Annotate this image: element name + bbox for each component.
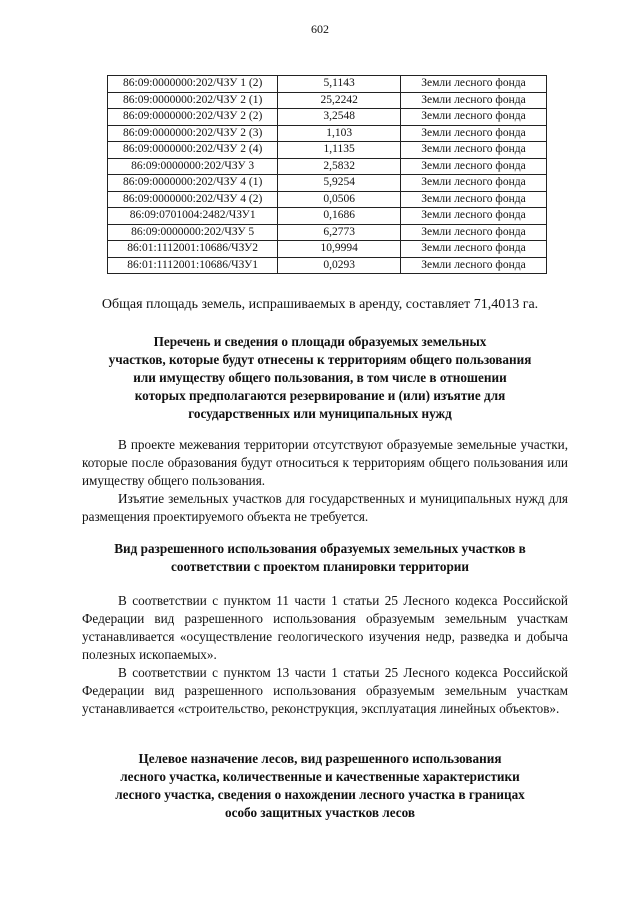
area-cell: 2,5832 [278,158,401,175]
table-row [108,208,547,225]
land-category-cell: Земли лесного фонда [401,142,547,159]
heading-line: лесного участка, сведения о нахождении лесного участка в границах [115,787,525,802]
area-cell: 5,1143 [278,76,401,93]
land-category-cell: Земли лесного фонда [401,109,547,126]
cadastral-number-cell: 86:09:0000000:202/ЧЗУ 2 (1) [108,92,278,109]
table-row [108,191,547,208]
cadastral-number-cell: 86:01:1112001:10686/ЧЗУ2 [108,241,278,258]
land-category-cell: Земли лесного фонда [401,175,547,192]
heading-line: особо защитных участков лесов [225,805,415,820]
cadastral-number-cell: 86:09:0000000:202/ЧЗУ 2 (3) [108,125,278,142]
table-row [108,224,547,241]
area-cell: 6,2773 [278,224,401,241]
area-cell: 0,1686 [278,208,401,225]
table-row [108,142,547,159]
table-row [108,109,547,126]
area-cell: 1,103 [278,125,401,142]
heading-line: или имуществу общего пользования, в том числе в отношении [133,370,507,385]
area-cell: 3,2548 [278,109,401,126]
section-heading-permitted-use [70,540,570,576]
total-area-text: Общая площадь земель, испрашиваемых в аренду, составляет 71,4013 га. [101,297,539,312]
land-category-cell: Земли лесного фонда [401,158,547,175]
heading-line: Целевое назначение лесов, вид разрешенного использования [138,751,502,766]
section-heading-common-use [70,333,570,423]
land-category-cell: Земли лесного фонда [401,191,547,208]
table-row [108,92,547,109]
heading-line: которых предполагаются резервирование и (или) изъятие для [134,388,506,403]
land-category-cell: Земли лесного фонда [401,257,547,274]
land-category-cell: Земли лесного фонда [401,76,547,93]
table-row [108,175,547,192]
cadastral-number-cell: 86:09:0000000:202/ЧЗУ 2 (2) [108,109,278,126]
area-cell: 0,0293 [278,257,401,274]
land-category-cell: Земли лесного фонда [401,241,547,258]
land-category-cell: Земли лесного фонда [401,208,547,225]
cadastral-number-cell: 86:01:1112001:10686/ЧЗУ1 [108,257,278,274]
area-cell: 10,9994 [278,241,401,258]
heading-line: лесного участка, количественные и качественные характеристики [120,769,520,784]
heading-line: соответствии с проектом планировки территории [171,559,469,574]
heading-line: государственных или муниципальных нужд [188,406,452,421]
area-cell: 0,0506 [278,191,401,208]
table-row [108,241,547,258]
area-cell: 25,2242 [278,92,401,109]
heading-line: участков, которые будут отнесены к территориям общего пользования [108,352,532,367]
land-category-cell: Земли лесного фонда [401,92,547,109]
land-plots-table [107,75,547,274]
land-category-cell: Земли лесного фонда [401,125,547,142]
cadastral-number-cell: 86:09:0701004:2482/ЧЗУ1 [108,208,278,225]
heading-line: Перечень и сведения о площади образуемых земельных [153,334,487,349]
land-category-cell: Земли лесного фонда [401,224,547,241]
cadastral-number-cell: 86:09:0000000:202/ЧЗУ 5 [108,224,278,241]
paragraph-common-use [82,436,568,526]
paragraph: В соответствии с пунктом 13 части 1 статьи 25 Лесного кодекса Российской Федерации вид разрешенного использования образуемым земельным участкам устанавливается «строительство, реконструкция, эксплуатация линейных объектов». [82,665,568,716]
table-row [108,158,547,175]
cadastral-number-cell: 86:09:0000000:202/ЧЗУ 2 (4) [108,142,278,159]
heading-line: Вид разрешенного использования образуемых земельных участков в [114,541,526,556]
paragraph-permitted-use [82,592,568,718]
cadastral-number-cell: 86:09:0000000:202/ЧЗУ 3 [108,158,278,175]
area-cell: 5,9254 [278,175,401,192]
paragraph: В соответствии с пунктом 11 части 1 статьи 25 Лесного кодекса Российской Федерации вид разрешенного использования образуемым земельным участкам устанавливается «осуществление геологического изучения недр, разведка и добыча полезных ископаемых». [82,593,568,662]
section-heading-forest-purpose [70,750,570,822]
table-row [108,125,547,142]
cadastral-number-cell: 86:09:0000000:202/ЧЗУ 4 (1) [108,175,278,192]
cadastral-number-cell: 86:09:0000000:202/ЧЗУ 1 (2) [108,76,278,93]
table-row [108,76,547,93]
page-number: 602 [311,22,329,36]
area-cell: 1,1135 [278,142,401,159]
cadastral-number-cell: 86:09:0000000:202/ЧЗУ 4 (2) [108,191,278,208]
table-row [108,257,547,274]
paragraph: Изъятие земельных участков для государственных и муниципальных нужд для размещения проектируемого объекта не требуется. [82,491,568,524]
paragraph: В проекте межевания территории отсутствуют образуемые земельные участки, которые после образования будут относиться к территориям общего пользования или имуществу общего пользования. [82,437,568,488]
